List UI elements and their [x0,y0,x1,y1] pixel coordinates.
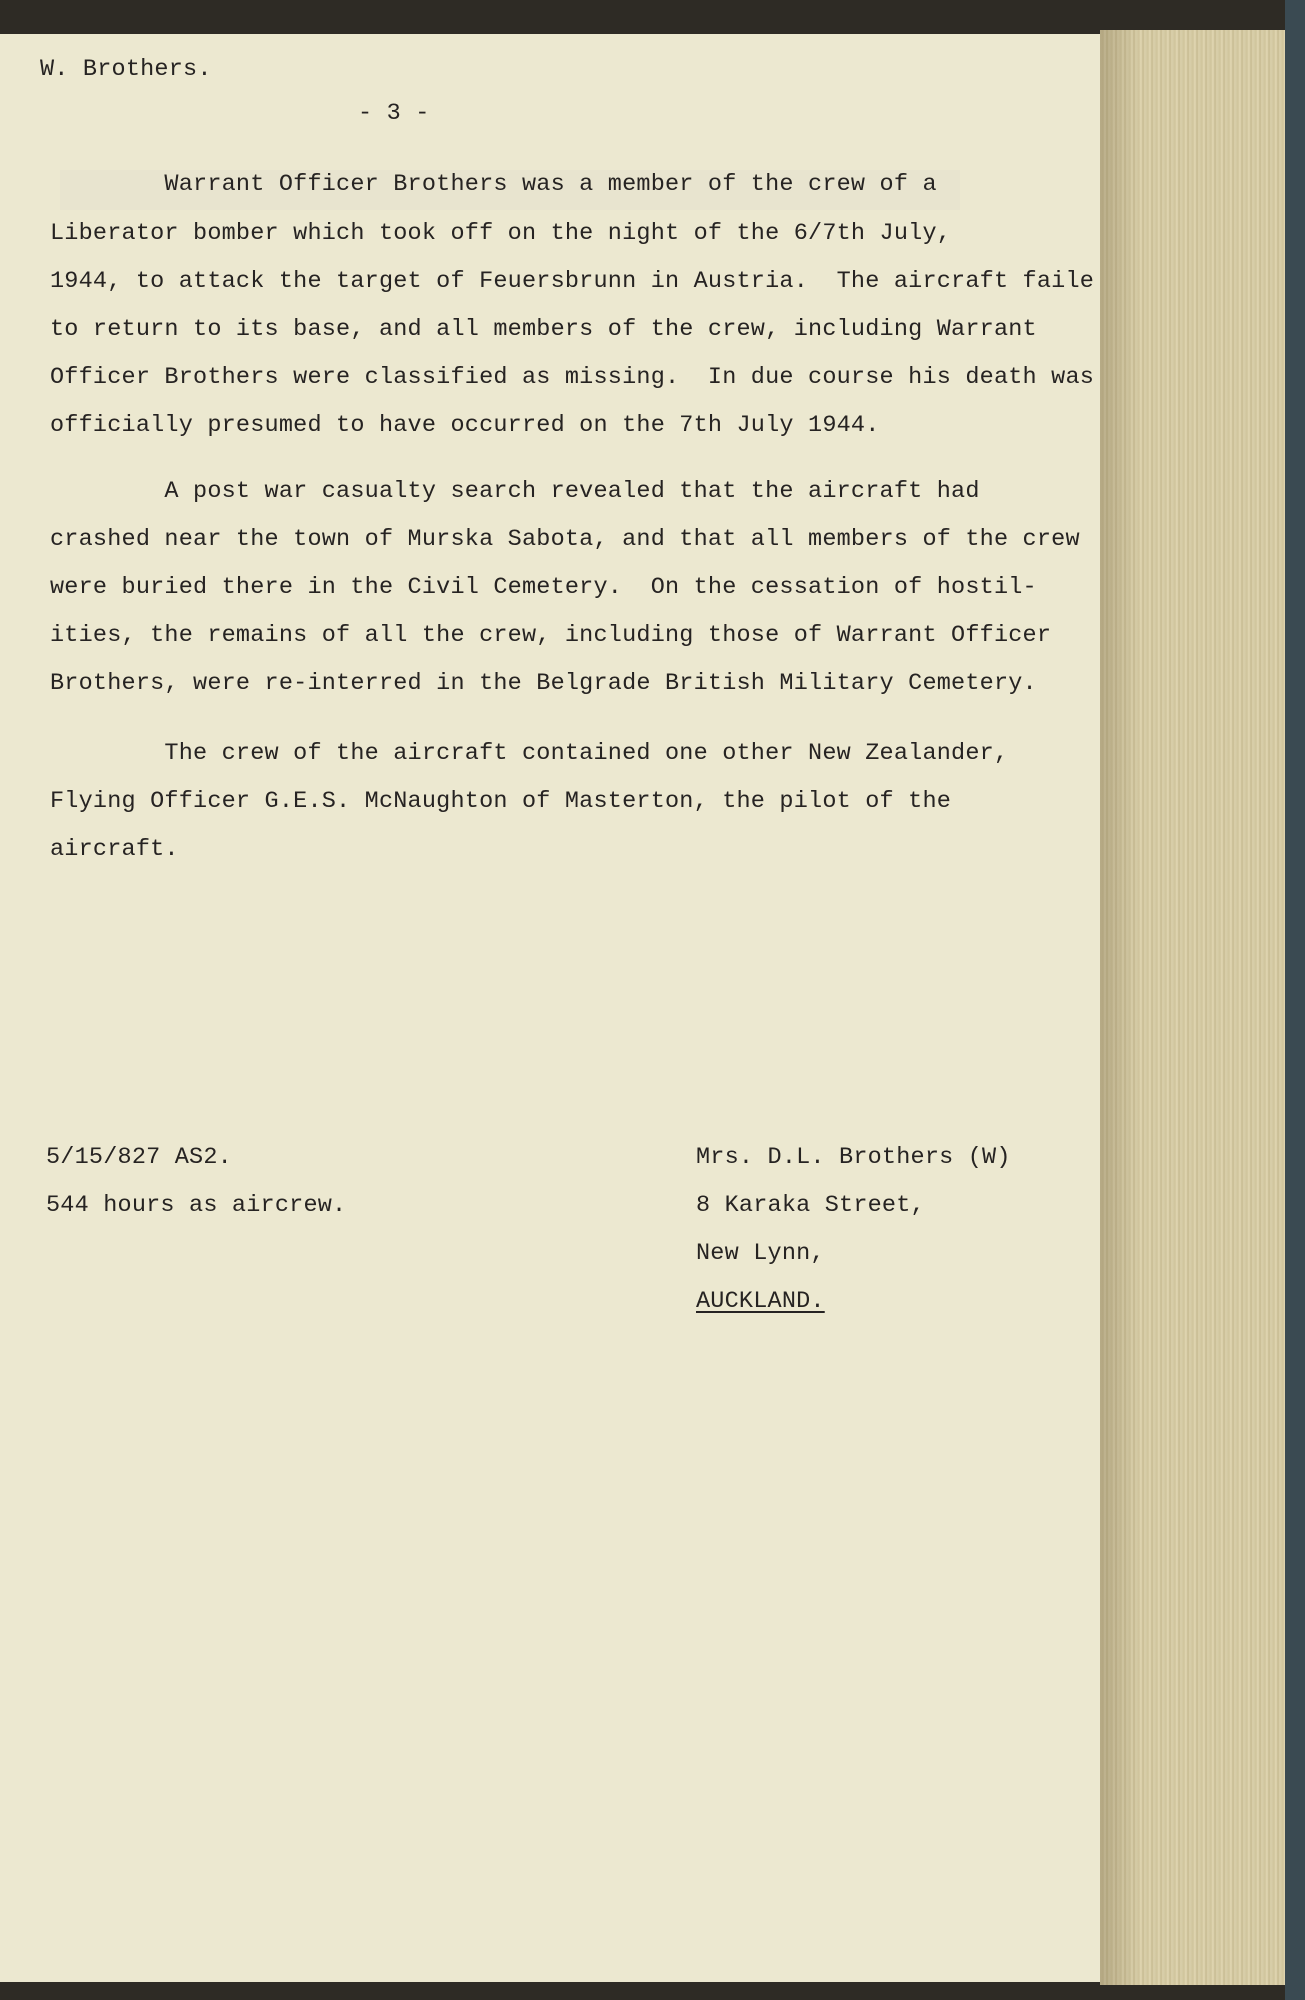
document-name-heading: W. Brothers. [40,56,212,83]
text-line: officially presumed to have occurred on the 7th July 1944. [50,412,880,439]
file-reference: 5/15/827 AS2. [46,1144,232,1171]
text-line: Flying Officer G.E.S. McNaughton of Masterton, the pilot of the [50,788,952,815]
page-number: - 3 - [358,100,430,127]
address-street: 8 Karaka Street, [696,1192,925,1219]
address-city: AUCKLAND. [696,1288,825,1315]
page-edge-shadow [1100,30,1140,1985]
text-line: Liberator bomber which took off on the night of the 6/7th July, [50,220,952,247]
text-line: ities, the remains of all the crew, including those of Warrant Officer [50,622,1052,649]
text-line: The crew of the aircraft contained one other New Zealander, [50,740,1009,767]
text-line: 1944, to attack the target of Feuersbrunn in Austria. The aircraft faile [50,268,1095,295]
address-name: Mrs. D.L. Brothers (W) [696,1144,1011,1171]
text-line: aircraft. [50,836,179,863]
text-line: were buried there in the Civil Cemetery. On the cessation of hostil- [50,574,1037,601]
text-line: to return to its base, and all members of the crew, including Warrant [50,316,1037,343]
address-suburb: New Lynn, [696,1240,825,1267]
book-cover [1285,0,1305,2000]
text-line: crashed near the town of Murska Sabota, and that all members of the crew [50,526,1080,553]
text-line: A post war casualty search revealed that the aircraft had [50,478,980,505]
text-line: Warrant Officer Brothers was a member of the crew of a [50,171,937,198]
text-line: Brothers, were re-interred in the Belgrade British Military Cemetery. [50,670,1037,697]
flying-hours: 544 hours as aircrew. [46,1192,347,1219]
text-line: Officer Brothers were classified as missing. In due course his death was [50,364,1095,391]
